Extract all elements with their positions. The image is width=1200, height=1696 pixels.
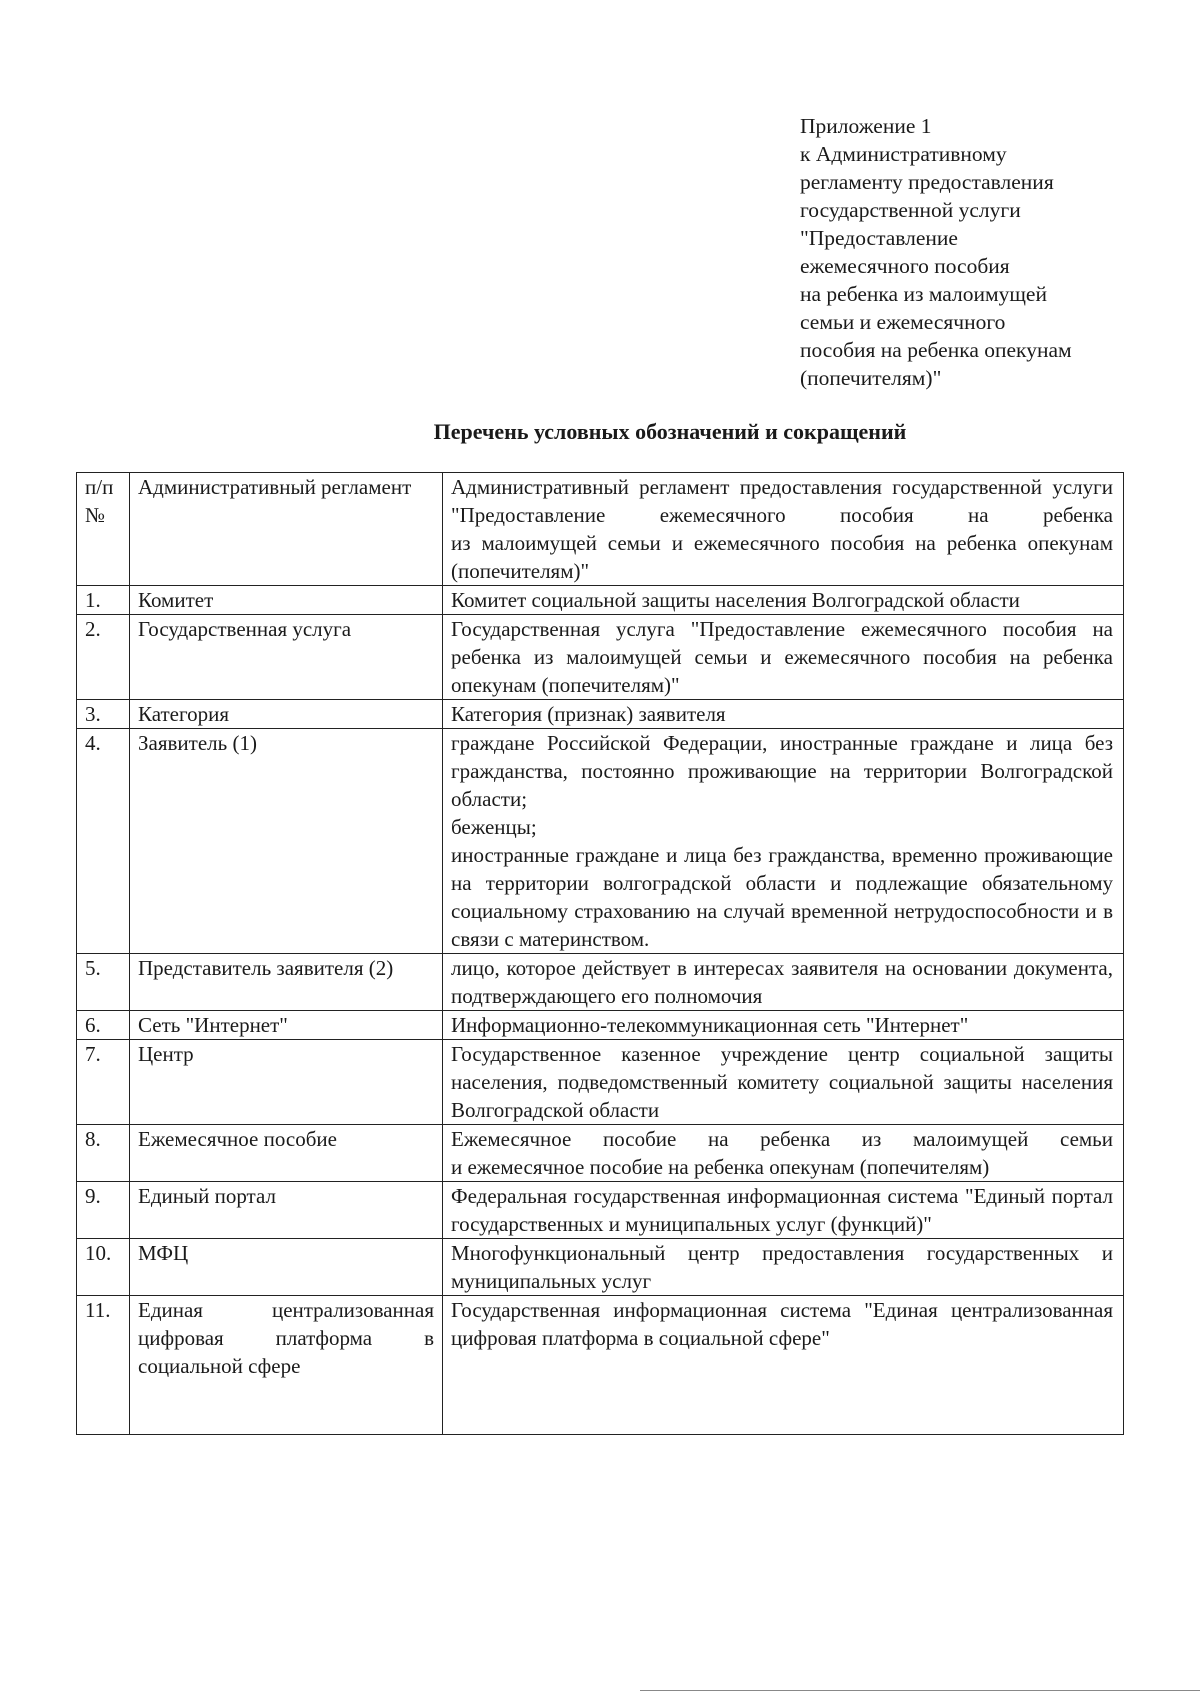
table-row bbox=[77, 1296, 1124, 1435]
table-cell-term: Сеть "Интернет" bbox=[130, 1011, 443, 1040]
table-cell-desc: Государственная услуга "Предоставление ежемесячного пособия на ребенка из малоимущей семьи и ежемесячного пособия на ребенка опекунам (попечителям)" bbox=[443, 615, 1124, 700]
annex-line: на ребенка из малоимущей bbox=[800, 282, 1047, 306]
table-cell-term: Представитель заявителя (2) bbox=[130, 954, 443, 1011]
num-header-line: п/п bbox=[85, 475, 114, 499]
table-row bbox=[77, 1182, 1124, 1239]
desc-line: Административный регламент предоставления государственной услуги "Предоставление ежемесячного пособия на ребенка bbox=[451, 475, 1113, 527]
table-cell-term: Комитет bbox=[130, 586, 443, 615]
table-cell-desc: лицо, которое действует в интересах заявителя на основании документа, подтверждающего его полномочия bbox=[443, 954, 1124, 1011]
table-cell-desc: Информационно-телекоммуникационная сеть "Интернет" bbox=[443, 1011, 1124, 1040]
table-cell-desc: Категория (признак) заявителя bbox=[443, 700, 1124, 729]
table-cell-term: Категория bbox=[130, 700, 443, 729]
table-cell-desc: Государственная информационная система "Единая централизованная цифровая платформа в социальной сфере" bbox=[443, 1296, 1124, 1435]
table-row bbox=[77, 1011, 1124, 1040]
table-cell-term: Заявитель (1) bbox=[130, 729, 443, 954]
desc-paragraph: беженцы; bbox=[451, 815, 537, 839]
table-cell-desc: Федеральная государственная информационная система "Единый портал государственных и муниципальных услуг (функций)" bbox=[443, 1182, 1124, 1239]
annex-line: Приложение 1 bbox=[800, 114, 932, 138]
annex-line: "Предоставление bbox=[800, 226, 958, 250]
annex-line: к Административному bbox=[800, 142, 1007, 166]
table-cell-num: 8. bbox=[77, 1125, 130, 1182]
table-header-row bbox=[77, 473, 1124, 586]
table-row bbox=[77, 1125, 1124, 1182]
table-row bbox=[77, 954, 1124, 1011]
table-cell-term: Ежемесячное пособие bbox=[130, 1125, 443, 1182]
annex-line: государственной услуги bbox=[800, 198, 1021, 222]
table-cell-desc: Государственное казенное учреждение центр социальной защиты населения, подведомственный комитету социальной защиты населения Волгоградской области bbox=[443, 1040, 1124, 1125]
annex-line: (попечителям)" bbox=[800, 366, 942, 390]
table-row bbox=[77, 729, 1124, 954]
table-cell-term: Государственная услуга bbox=[130, 615, 443, 700]
desc-line: и ежемесячное пособие на ребенка опекунам (попечителям) bbox=[451, 1155, 990, 1179]
desc-line: Ежемесячное пособие на ребенка из малоимущей семьи bbox=[451, 1127, 1113, 1151]
table-cell-num: 4. bbox=[77, 729, 130, 954]
table-cell-num: 11. bbox=[77, 1296, 130, 1435]
table-row bbox=[77, 1040, 1124, 1125]
table-cell-num: 10. bbox=[77, 1239, 130, 1296]
table-row bbox=[77, 1239, 1124, 1296]
table-cell-desc: Многофункциональный центр предоставления государственных и муниципальных услуг bbox=[443, 1239, 1124, 1296]
table-cell-num: 9. bbox=[77, 1182, 130, 1239]
desc-paragraph: иностранные граждане и лица без гражданства, временно проживающие на территории волгоградской области и подлежащие обязательному социальному страхованию на случай временной нетрудоспособности и в связи с материнством. bbox=[451, 843, 1113, 951]
table-cell-num: 6. bbox=[77, 1011, 130, 1040]
table-cell-term: Административный регламент bbox=[130, 473, 443, 586]
table-cell-num: 1. bbox=[77, 586, 130, 615]
annex-header bbox=[800, 112, 1140, 392]
annex-line: семьи и ежемесячного bbox=[800, 310, 1006, 334]
annex-line: ежемесячного пособия bbox=[800, 254, 1010, 278]
document-title: Перечень условных обозначений и сокращений bbox=[433, 419, 907, 444]
table-row bbox=[77, 586, 1124, 615]
footer-divider bbox=[640, 1690, 1200, 1691]
table-cell-num: 5. bbox=[77, 954, 130, 1011]
table-row bbox=[77, 700, 1124, 729]
annex-line: пособия на ребенка опекунам bbox=[800, 338, 1072, 362]
abbreviations-table bbox=[76, 472, 1124, 1435]
table-cell-term: Единый портал bbox=[130, 1182, 443, 1239]
table-cell-term: Единая централизованная цифровая платформа в социальной сфере bbox=[130, 1296, 443, 1435]
table-cell-num bbox=[77, 473, 130, 586]
desc-line: из малоимущей семьи и ежемесячного пособия на ребенка опекунам (попечителям)" bbox=[451, 531, 1113, 583]
table-cell-desc bbox=[443, 1125, 1124, 1182]
table-cell-desc bbox=[443, 473, 1124, 586]
table-cell-num: 3. bbox=[77, 700, 130, 729]
table-cell-desc bbox=[443, 729, 1124, 954]
table-cell-num: 7. bbox=[77, 1040, 130, 1125]
table-cell-num: 2. bbox=[77, 615, 130, 700]
num-header-line: № bbox=[85, 503, 106, 527]
annex-line: регламенту предоставления bbox=[800, 170, 1054, 194]
table-cell-desc: Комитет социальной защиты населения Волгоградской области bbox=[443, 586, 1124, 615]
desc-paragraph: граждане Российской Федерации, иностранные граждане и лица без гражданства, постоянно проживающие на территории Волгоградской области; bbox=[451, 731, 1113, 811]
table-cell-term: Центр bbox=[130, 1040, 443, 1125]
table-row bbox=[77, 615, 1124, 700]
table-cell-term: МФЦ bbox=[130, 1239, 443, 1296]
